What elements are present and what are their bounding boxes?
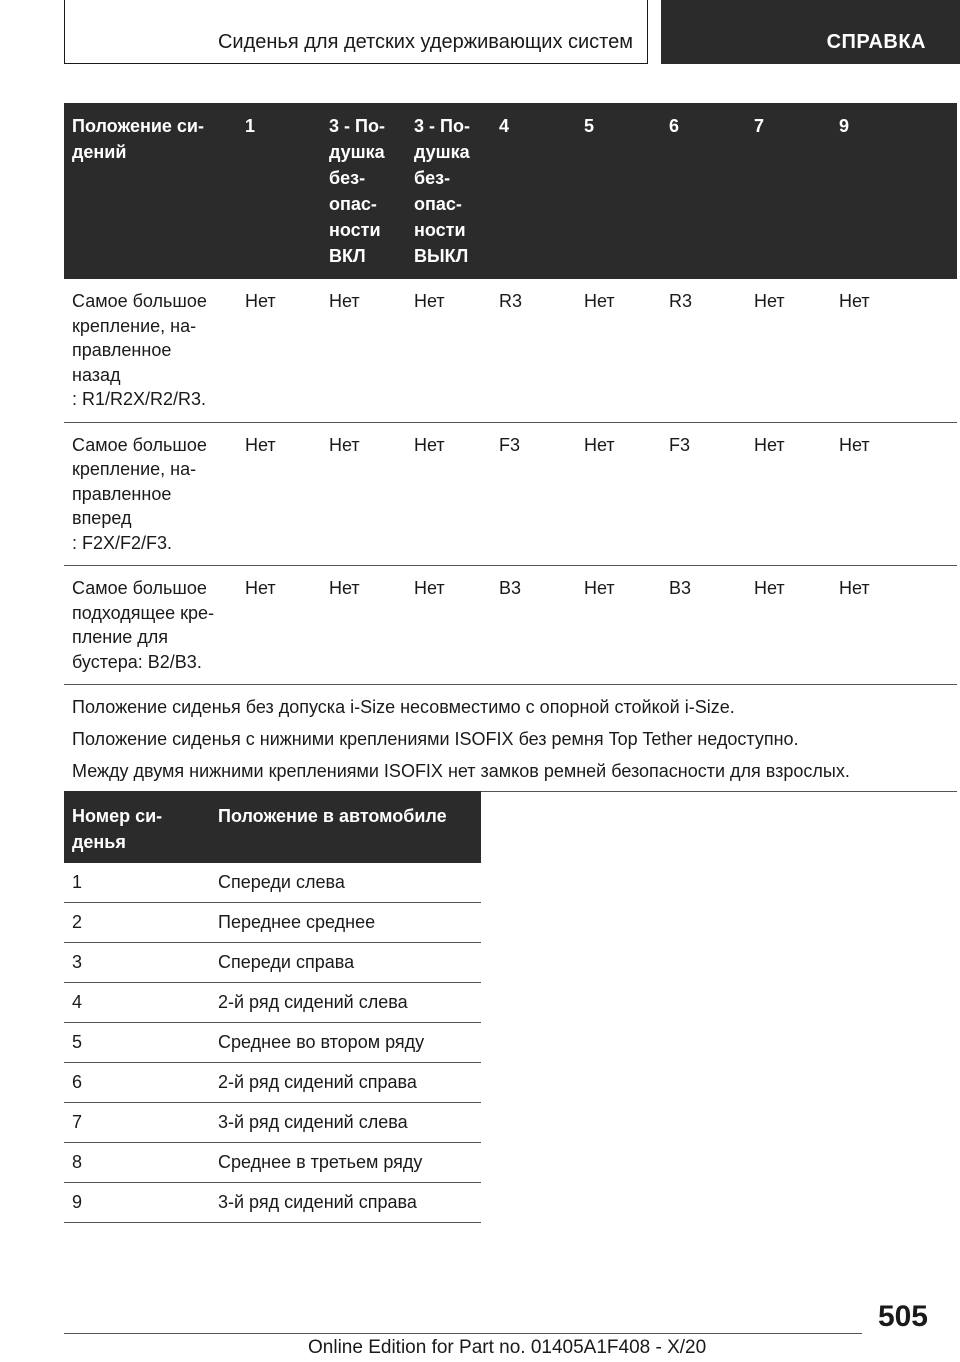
table-cell: Нет [237,279,321,422]
seat-number: 7 [64,1103,210,1143]
table-cell: B3 [661,566,746,685]
table-row [64,1063,481,1103]
seat-number: 4 [64,983,210,1023]
seat-number: 6 [64,1063,210,1103]
table-cell: Нет [321,566,406,685]
seat-number: 5 [64,1023,210,1063]
seat-position: Спереди справа [210,943,481,983]
column-header: 7 [746,103,831,279]
seat-position: Среднее в третьем ряду [210,1143,481,1183]
table-cell: Нет [576,279,661,422]
footer-edition: Online Edition for Part no. 01405A1F408 - X/20 [308,1337,707,1358]
seat-number: 8 [64,1143,210,1183]
seat-position: 2-й ряд сидений справа [210,1063,481,1103]
table-cell: R3 [661,279,746,422]
column-header: 3 - По- душка без- опас- ности ВКЛ [321,103,406,279]
header-section-box [64,0,648,64]
table-row [64,983,481,1023]
seat-number: 1 [64,863,210,903]
seat-position: Среднее во втором ряду [210,1023,481,1063]
table-cell: Самое большое крепление, на- правленное вперед : F2X/F2/F3. [64,422,237,566]
isofix-positions-table [64,103,957,792]
table-note: Между двумя нижними креплениями ISOFIX нет замков ремней безопасности для взрослых. [72,761,850,781]
table-cell: Нет [831,566,957,685]
table-header-row [64,791,481,863]
seat-position: Переднее среднее [210,903,481,943]
table-row [64,279,957,422]
seat-numbers-table [64,791,481,1223]
seat-number: 2 [64,903,210,943]
seat-number: 9 [64,1183,210,1223]
column-header: 6 [661,103,746,279]
table-row [64,903,481,943]
table-cell: R3 [491,279,576,422]
table-cell: Нет [406,566,491,685]
table-cell: F3 [491,422,576,566]
column-header: Положение си- дений [64,103,237,279]
table-cell: Нет [746,422,831,566]
table-cell: Нет [406,279,491,422]
seat-position: 3-й ряд сидений справа [210,1183,481,1223]
table-cell: Нет [237,422,321,566]
table-cell: Нет [576,422,661,566]
table-row [64,943,481,983]
page-number: 505 [877,1300,928,1333]
table-row [64,422,957,566]
table-cell: Нет [576,566,661,685]
table-row [64,1023,481,1063]
table-cell: B3 [491,566,576,685]
header-chapter-title: СПРАВКА [826,31,926,53]
seat-position: Спереди слева [210,863,481,903]
column-header: Положение в автомобиле [210,791,481,863]
footer-divider [64,1333,862,1334]
table-row [64,1143,481,1183]
header-section-title: Сиденья для детских удерживающих систем [217,31,633,53]
table-row [64,863,481,903]
table-header-row [64,103,957,279]
table-row [64,1103,481,1143]
column-header: Номер си- денья [64,791,210,863]
seat-number: 3 [64,943,210,983]
table-cell: Самое большое подходящее кре- пление для бустера: B2/B3. [64,566,237,685]
table-cell: Нет [831,279,957,422]
table-cell: F3 [661,422,746,566]
seat-position: 3-й ряд сидений слева [210,1103,481,1143]
column-header: 4 [491,103,576,279]
column-header: 9 [831,103,957,279]
table-note: Положение сиденья без допуска i-Size несовместимо с опорной стойкой i-Size. [72,697,735,717]
table-cell: Нет [831,422,957,566]
table-cell: Нет [321,422,406,566]
table-notes-row [64,685,957,792]
table-cell: Нет [406,422,491,566]
table-notes [64,685,957,792]
seat-position: 2-й ряд сидений слева [210,983,481,1023]
table-note: Положение сиденья с нижними креплениями ISOFIX без ремня Top Tether недоступно. [72,729,799,749]
table-cell: Нет [321,279,406,422]
table-cell: Нет [237,566,321,685]
column-header: 1 [237,103,321,279]
table-cell: Нет [746,566,831,685]
table-row [64,1183,481,1223]
table-cell: Самое большое крепление, на- правленное назад : R1/R2X/R2/R3. [64,279,237,422]
header-chapter-box [661,0,960,64]
table-row [64,566,957,685]
table-cell: Нет [746,279,831,422]
column-header: 3 - По- душка без- опас- ности ВЫКЛ [406,103,491,279]
column-header: 5 [576,103,661,279]
